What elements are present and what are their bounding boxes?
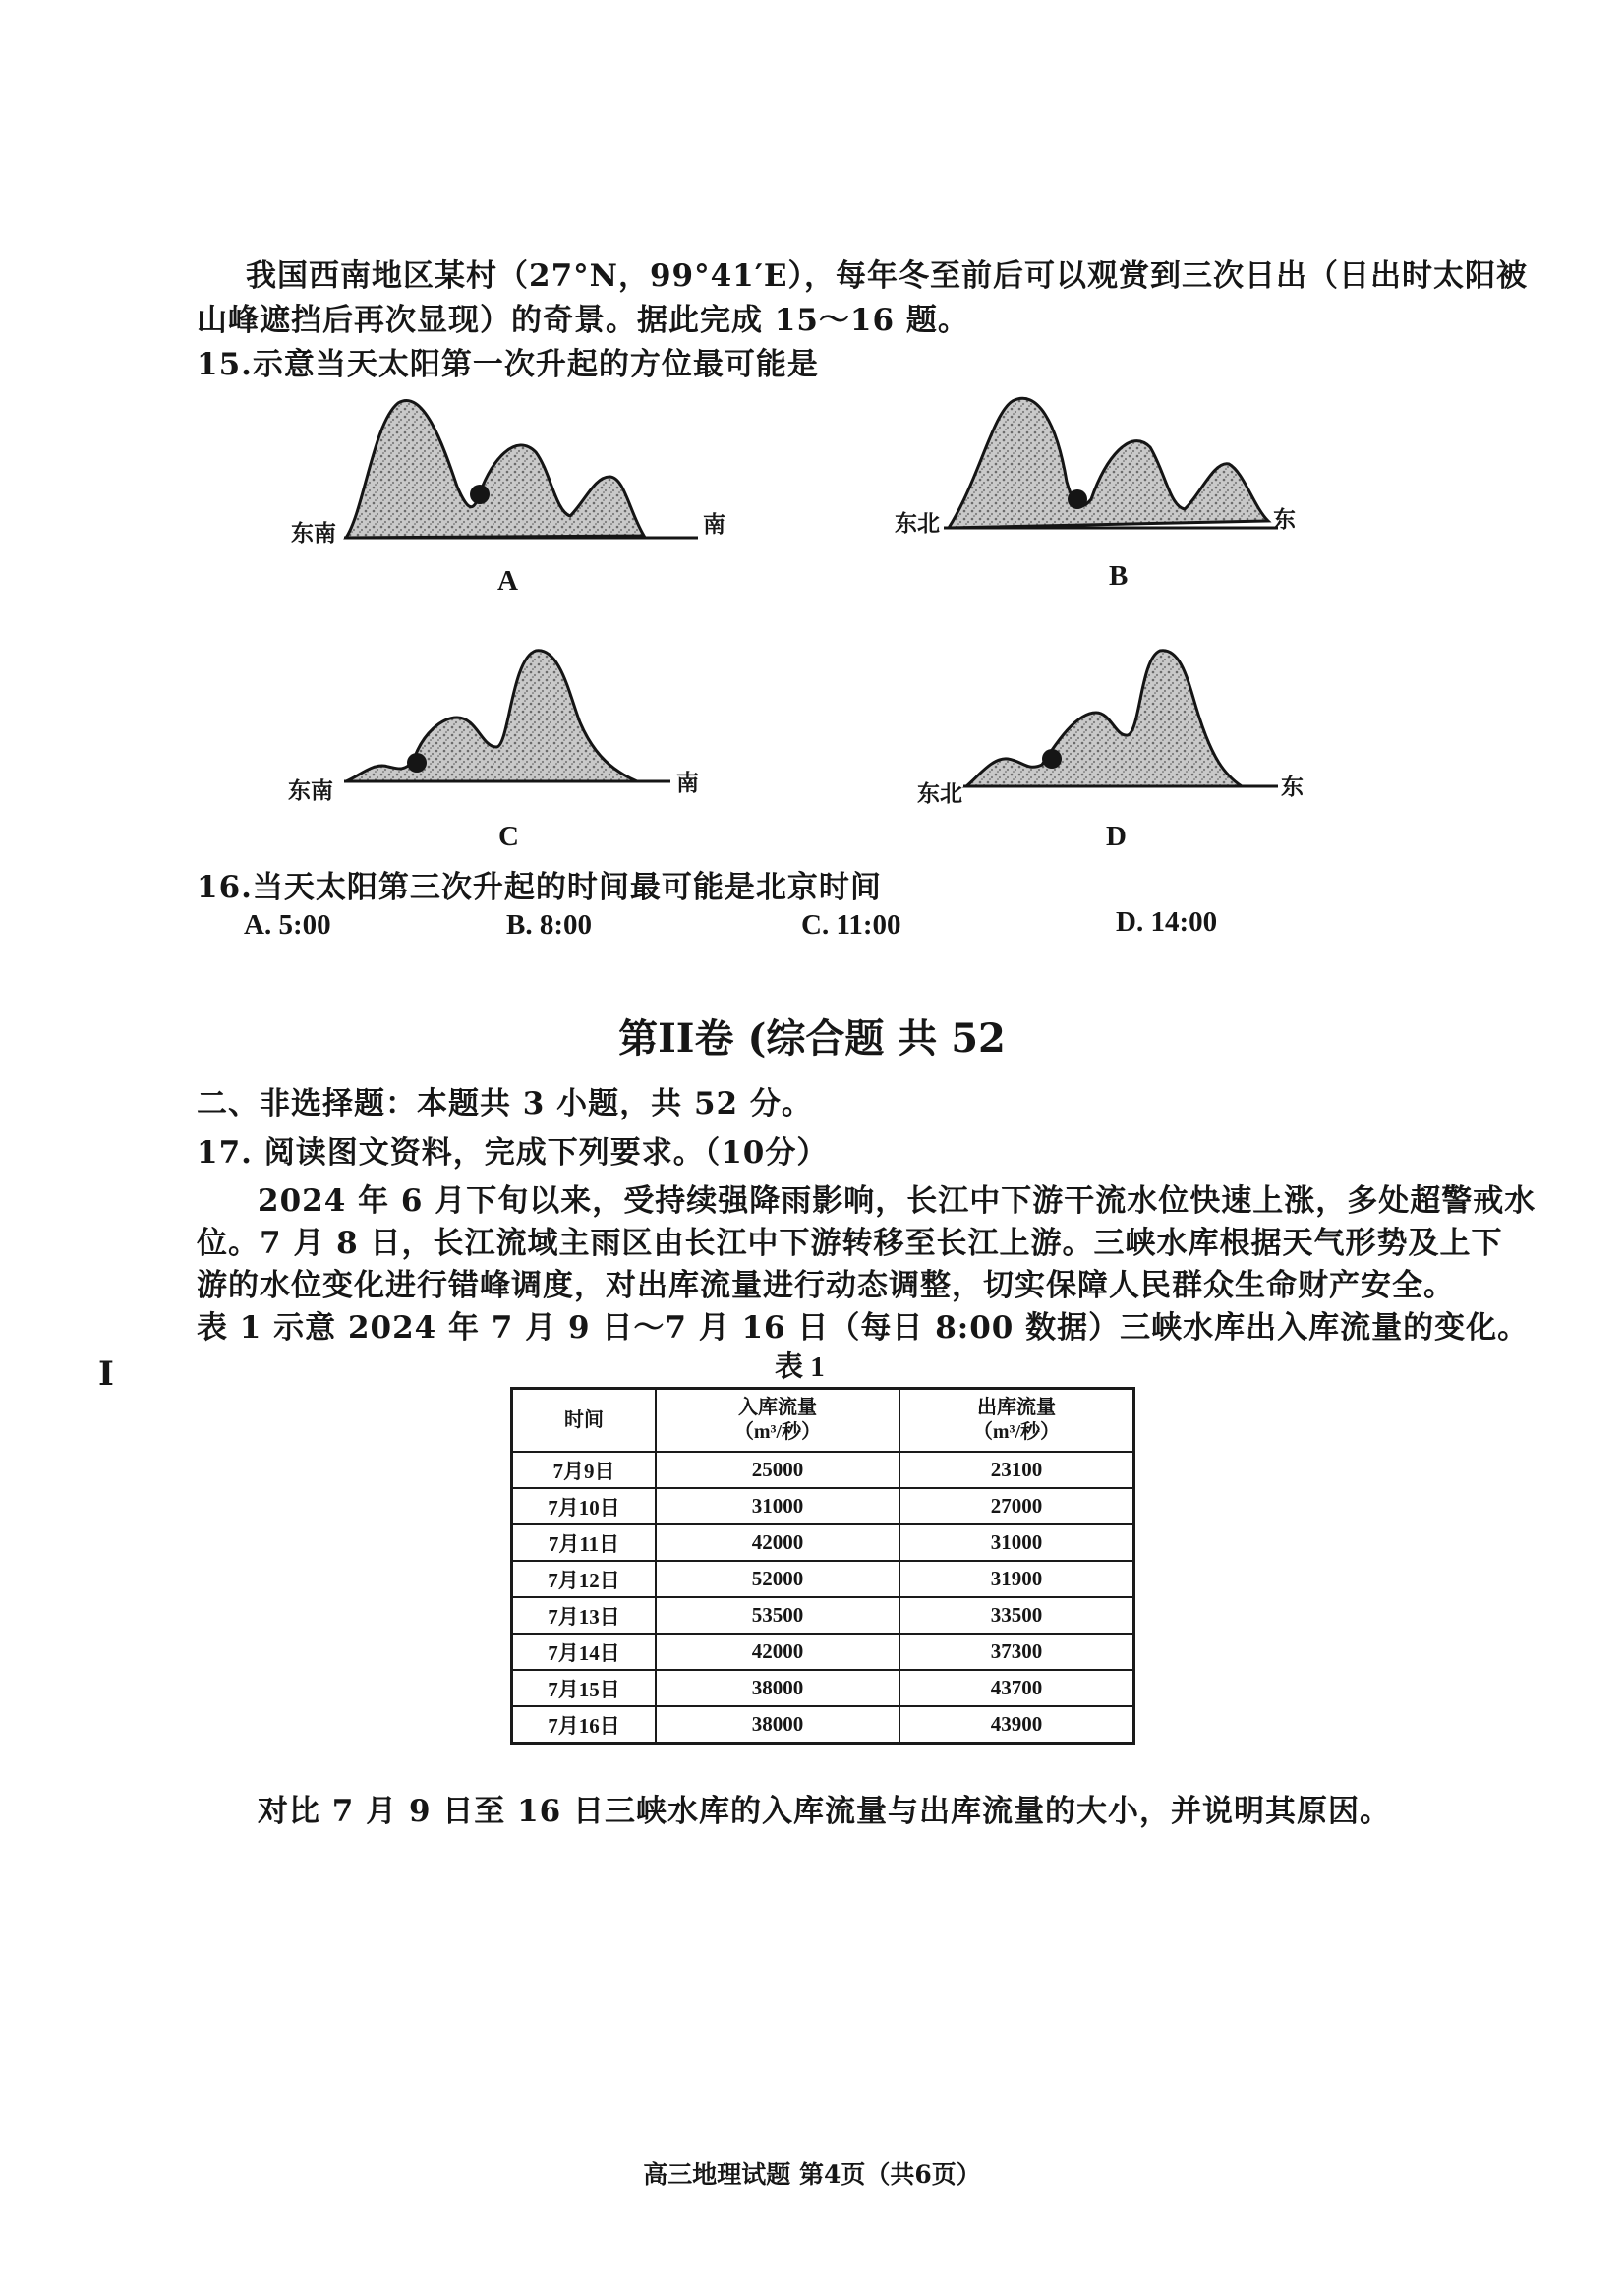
- diagram-d-right-label: 东: [1281, 774, 1304, 800]
- section-2-subtitle: 二、非选择题：本题共 3 小题，共 52 分。: [197, 1086, 813, 1121]
- diagram-d-letter: D: [1106, 821, 1127, 852]
- q16-option-b[interactable]: B. 8:00: [506, 909, 592, 941]
- intro-line-2: 山峰遮挡后再次显现）的奇景。据此完成 15～16 题。: [197, 303, 969, 338]
- diagram-d[interactable]: [899, 639, 1312, 865]
- section-2-title: [0, 1007, 1624, 1063]
- header-inflow: [656, 1389, 899, 1453]
- cell-outflow: 33500: [899, 1597, 1134, 1634]
- cell-inflow: 38000: [656, 1706, 899, 1744]
- table-caption: 表 1: [775, 1351, 825, 1383]
- cell-date: 7月11日: [512, 1524, 657, 1561]
- diagram-a-letter: A: [497, 565, 518, 597]
- table-row: [512, 1452, 1134, 1488]
- header-time: [512, 1389, 657, 1453]
- cell-date: 7月16日: [512, 1706, 657, 1744]
- cell-outflow: 31900: [899, 1561, 1134, 1597]
- cell-inflow: 52000: [656, 1561, 899, 1597]
- cell-inflow: 42000: [656, 1524, 899, 1561]
- diagram-c-left-label: 东南: [288, 777, 333, 804]
- cell-inflow: 25000: [656, 1452, 899, 1488]
- q16-stem: 16.当天太阳第三次升起的时间最可能是北京时间: [197, 870, 882, 905]
- header-inflow-line2: （m³/秒）: [733, 1421, 822, 1443]
- q16-option-c[interactable]: C. 11:00: [801, 909, 901, 941]
- flow-table: [510, 1387, 1135, 1745]
- cell-date: 7月10日: [512, 1488, 657, 1524]
- table-row: [512, 1597, 1134, 1634]
- header-time-line1: 时间: [564, 1408, 604, 1431]
- section-2-title-text: 第II卷 (综合题 共 52: [618, 1015, 1006, 1062]
- q17-stem: 17. 阅读图文资料，完成下列要求。（10分）: [197, 1135, 829, 1171]
- q17-para-line-2: 位。7 月 8 日，长江流域主雨区由长江中下游转移至长江上游。三峡水库根据天气形势及上下: [197, 1226, 1503, 1261]
- diagram-b[interactable]: [895, 383, 1312, 609]
- cell-outflow: 27000: [899, 1488, 1134, 1524]
- diagram-c-svg: [285, 639, 698, 865]
- diagram-b-letter: B: [1109, 560, 1129, 592]
- cell-date: 7月9日: [512, 1452, 657, 1488]
- intro-line-1: 我国西南地区某村（27°N，99°41′E），每年冬至前后可以观赏到三次日出（日出时太阳被: [246, 258, 1529, 294]
- header-outflow-line1: 出库流量: [977, 1397, 1056, 1418]
- table-row: [512, 1670, 1134, 1706]
- cell-inflow: 31000: [656, 1488, 899, 1524]
- cell-outflow: 43900: [899, 1706, 1134, 1744]
- margin-mark: I: [98, 1354, 114, 1394]
- sun-icon: [1068, 489, 1087, 509]
- sun-icon: [407, 753, 427, 773]
- sun-icon: [470, 485, 490, 504]
- diagram-d-left-label: 东北: [917, 780, 962, 807]
- diagram-a-right-label: 南: [703, 511, 725, 538]
- diagram-c-right-label: 南: [676, 770, 699, 796]
- q17-question: 对比 7 月 9 日至 16 日三峡水库的入库流量与出库流量的大小，并说明其原因。: [258, 1794, 1392, 1829]
- table-row: [512, 1706, 1134, 1744]
- cell-outflow: 43700: [899, 1670, 1134, 1706]
- header-outflow: [899, 1389, 1134, 1453]
- cell-inflow: 53500: [656, 1597, 899, 1634]
- table-row: [512, 1524, 1134, 1561]
- q16-option-d[interactable]: D. 14:00: [1116, 906, 1218, 938]
- diagram-a[interactable]: [285, 383, 725, 609]
- q17-para-line-1: 2024 年 6 月下旬以来，受持续强降雨影响，长江中下游干流水位快速上涨，多处超警戒水: [258, 1183, 1537, 1219]
- cell-outflow: 31000: [899, 1524, 1134, 1561]
- table-row: [512, 1561, 1134, 1597]
- cell-date: 7月15日: [512, 1670, 657, 1706]
- cell-date: 7月13日: [512, 1597, 657, 1634]
- sun-icon: [1042, 749, 1062, 769]
- header-inflow-line1: 入库流量: [738, 1397, 817, 1418]
- q17-para-line-3: 游的水位变化进行错峰调度，对出库流量进行动态调整，切实保障人民群众生命财产安全。: [197, 1268, 1455, 1303]
- cell-date: 7月14日: [512, 1634, 657, 1670]
- diagram-a-svg: [285, 383, 698, 609]
- cell-date: 7月12日: [512, 1561, 657, 1597]
- cell-outflow: 23100: [899, 1452, 1134, 1488]
- diagram-b-left-label: 东北: [895, 510, 940, 537]
- cell-inflow: 38000: [656, 1670, 899, 1706]
- diagram-b-right-label: 东: [1273, 506, 1296, 533]
- table-header-row: [512, 1389, 1134, 1453]
- table-row: [512, 1488, 1134, 1524]
- q16-option-a[interactable]: A. 5:00: [244, 909, 331, 941]
- cell-inflow: 42000: [656, 1634, 899, 1670]
- q15-stem: 15.示意当天太阳第一次升起的方位最可能是: [197, 347, 819, 382]
- header-outflow-line2: （m³/秒）: [972, 1421, 1061, 1443]
- diagram-c-letter: C: [498, 821, 519, 852]
- diagram-c[interactable]: [285, 639, 698, 865]
- diagram-a-left-label: 东南: [291, 520, 336, 546]
- page-footer: 高三地理试题 第4页（共6页）: [643, 2160, 981, 2189]
- table-row: [512, 1634, 1134, 1670]
- diagram-b-svg: [899, 383, 1312, 609]
- cell-outflow: 37300: [899, 1634, 1134, 1670]
- q17-para-line-4: 表 1 示意 2024 年 7 月 9 日～7 月 16 日（每日 8:00 数据）三峡水库出入库流量的变化。: [197, 1310, 1530, 1346]
